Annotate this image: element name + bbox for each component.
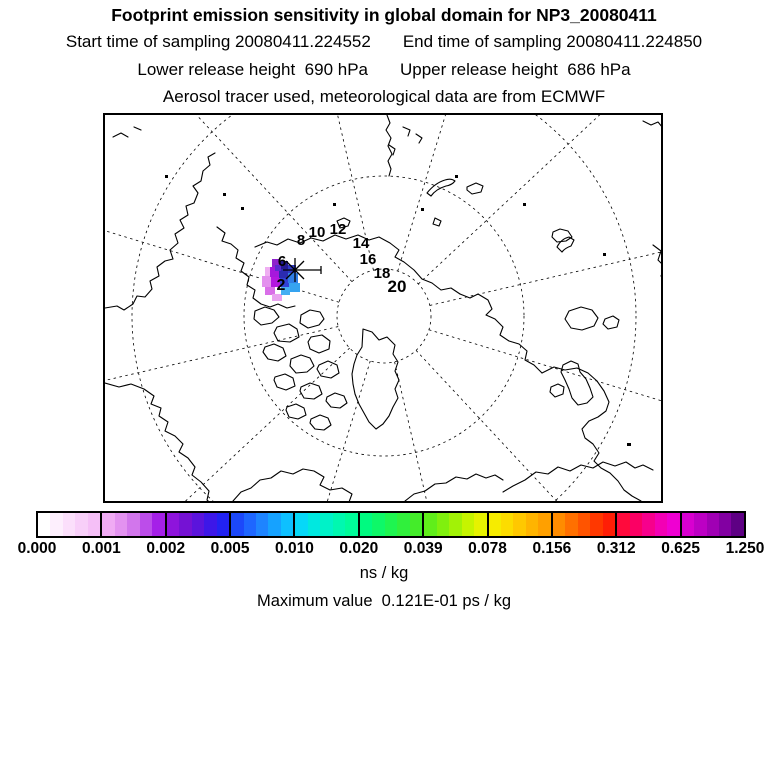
figure-title: Footprint emission sensitivity in global domain for NP3_20080411	[111, 5, 657, 25]
colorbar-cell	[372, 513, 384, 536]
meridian-line	[398, 115, 510, 271]
colorbar-segment	[102, 513, 166, 536]
plume-cell	[289, 283, 300, 292]
latitude-circle	[337, 269, 431, 363]
end-time-label: End time of sampling 20080411.224850	[402, 32, 703, 51]
colorbar-cell	[320, 513, 332, 536]
colorbar-cell	[75, 513, 87, 536]
colorbar-segment	[553, 513, 617, 536]
colorbar-cell	[617, 513, 629, 536]
max-value-label: Maximum value 0.121E-01 ps / kg	[256, 592, 512, 610]
colorbar-cell	[501, 513, 513, 536]
colorbar-cell	[565, 513, 577, 536]
colorbar-cell	[268, 513, 280, 536]
colorbar-cell	[127, 513, 139, 536]
colorbar-cell	[437, 513, 449, 536]
colorbar-cell	[345, 513, 357, 536]
colorbar-segment	[424, 513, 488, 536]
colorbar-tick: 0.156	[532, 540, 572, 557]
colorbar-cell	[192, 513, 204, 536]
colorbar-cell	[140, 513, 152, 536]
colorbar-cell	[513, 513, 525, 536]
colorbar-tick: 0.078	[468, 540, 507, 557]
colorbar-cell	[102, 513, 114, 536]
colorbar-cell	[731, 513, 743, 536]
small-islands	[165, 175, 631, 446]
colorbar	[36, 511, 746, 538]
colorbar-segment	[360, 513, 424, 536]
colorbar-cell	[410, 513, 422, 536]
colorbar-cell	[474, 513, 486, 536]
trajectory-time-label: 10	[308, 224, 326, 241]
trajectory-time-label: 12	[329, 221, 347, 238]
colorbar-cell	[642, 513, 654, 536]
colorbar-segment	[617, 513, 681, 536]
colorbar-cell	[630, 513, 642, 536]
colorbar-tick: 0.010	[275, 540, 314, 557]
colorbar-cell	[603, 513, 615, 536]
colorbar-tick: 0.039	[403, 540, 443, 557]
plume-cell	[265, 287, 275, 295]
colorbar-cell	[88, 513, 100, 536]
colorbar-tick: 0.625	[661, 540, 701, 557]
meridian-line	[418, 115, 661, 284]
latitude-circle	[132, 115, 636, 501]
colorbar-cell	[217, 513, 229, 536]
colorbar-cell	[115, 513, 127, 536]
colorbar-segment	[231, 513, 295, 536]
trajectory-time-label: 16	[359, 251, 377, 268]
trajectory-time-label: 6	[277, 253, 287, 270]
plume-cell	[288, 273, 298, 283]
colorbar-tick: 0.312	[596, 540, 636, 557]
colorbar-cell	[682, 513, 694, 536]
meridian-line	[105, 115, 352, 282]
colorbar-cell	[707, 513, 719, 536]
sampling-times-row	[0, 32, 768, 52]
colorbar-ticks	[0, 540, 768, 560]
colorbar-cell	[167, 513, 179, 536]
colorbar-cell	[38, 513, 50, 536]
colorbar-cell	[538, 513, 550, 536]
colorbar-cell	[590, 513, 602, 536]
colorbar-cell	[204, 513, 216, 536]
colorbar-cell	[667, 513, 679, 536]
meridian-line	[430, 219, 661, 305]
plume-cell	[272, 294, 282, 301]
colorbar-segment	[489, 513, 553, 536]
colorbar-cell	[333, 513, 345, 536]
meridian-line	[429, 330, 661, 442]
meridian-line	[105, 348, 350, 501]
meridian-line	[395, 362, 481, 501]
colorbar-cell	[50, 513, 62, 536]
colorbar-segment	[167, 513, 231, 536]
colorbar-cell	[244, 513, 256, 536]
colorbar-segment	[38, 513, 102, 536]
colorbar-cell	[449, 513, 461, 536]
trajectory-time-label: 18	[373, 265, 391, 282]
colorbar-cell	[385, 513, 397, 536]
colorbar-tick: 0.000	[17, 540, 57, 557]
map-panel	[103, 113, 663, 503]
colorbar-tick: 0.002	[146, 540, 186, 557]
polar-map	[105, 115, 661, 501]
colorbar-cell	[397, 513, 409, 536]
coastlines	[105, 115, 661, 501]
colorbar-cell	[295, 513, 307, 536]
colorbar-cell	[655, 513, 667, 536]
trajectory-time-label: 2	[276, 277, 286, 294]
colorbar-cell	[489, 513, 501, 536]
trajectory-time-label: 14	[352, 235, 370, 252]
colorbar-tick: 0.005	[210, 540, 250, 557]
latitude-circle	[244, 176, 524, 456]
trajectory-time-label: 20	[387, 277, 407, 296]
colorbar-cell	[308, 513, 320, 536]
plume-cell	[262, 276, 271, 287]
colorbar-cell	[424, 513, 436, 536]
meridian-line	[105, 327, 338, 413]
colorbar-segment	[295, 513, 359, 536]
colorbar-segment	[682, 513, 744, 536]
colorbar-cell	[179, 513, 191, 536]
colorbar-cell	[281, 513, 293, 536]
colorbar-tick: 1.250	[725, 540, 765, 557]
colorbar-cell	[553, 513, 565, 536]
colorbar-cell	[360, 513, 372, 536]
colorbar-cell	[578, 513, 590, 536]
upper-release-label: Upper release height 686 hPa	[400, 60, 631, 79]
colorbar-cell	[256, 513, 268, 536]
colorbar-cell	[526, 513, 538, 536]
start-time-label: Start time of sampling 20080411.224552	[65, 32, 371, 51]
colorbar-tick: 0.001	[81, 540, 121, 557]
lower-release-label: Lower release height 690 hPa	[137, 60, 368, 79]
colorbar-cell	[231, 513, 243, 536]
colorbar-tick: 0.020	[339, 540, 379, 557]
trajectory-time-label: 8	[296, 232, 306, 249]
colorbar-cell	[152, 513, 164, 536]
release-heights-row	[0, 60, 768, 80]
colorbar-cell	[63, 513, 75, 536]
colorbar-cell	[719, 513, 731, 536]
colorbar-cell	[462, 513, 474, 536]
colorbar-unit: ns / kg	[359, 564, 409, 582]
tracer-info-label: Aerosol tracer used, meteorological data are from ECMWF	[162, 87, 606, 106]
colorbar-cell	[694, 513, 706, 536]
